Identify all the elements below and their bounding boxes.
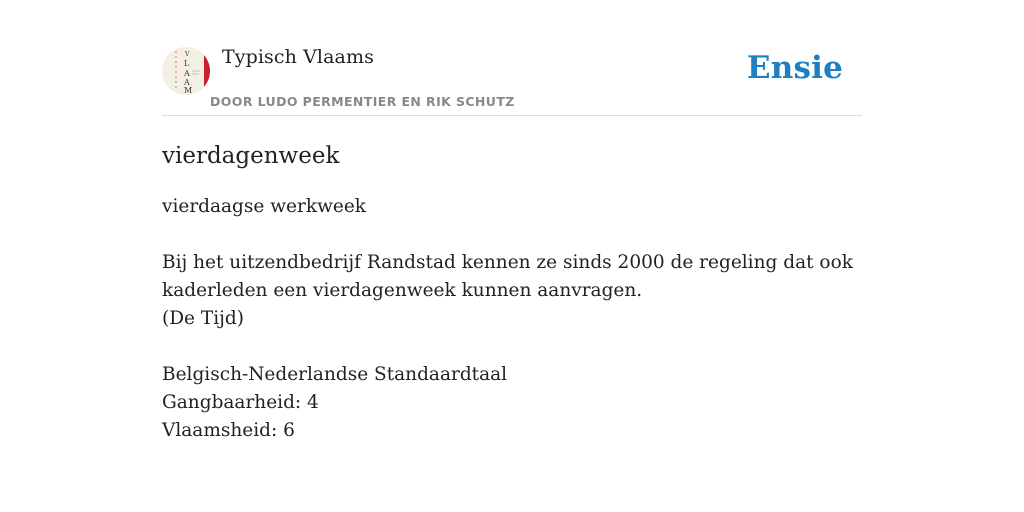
vlaamsheid-rating: Vlaamsheid: 6 [162,420,295,441]
svg-text:L: L [184,59,190,68]
spacer [162,333,862,361]
svg-text:A: A [184,69,190,78]
language-category: Belgisch-Nederlandse Standaardtaal [162,364,508,385]
ensie-logo[interactable]: Ensie [746,50,843,86]
spacer [162,221,862,249]
example-text-line-1: Bij het uitzendbedrijf Randstad kennen ze sinds 2000 de regeling dat ook [162,252,853,273]
svg-text:V: V [185,51,190,58]
definition: vierdaagse werkweek [162,196,367,217]
book-cover-avatar[interactable] [162,47,210,95]
entry-card [162,44,862,445]
example-source: (De Tijd) [162,308,244,329]
header [162,44,862,116]
entry-word: vierdagenweek [162,143,340,169]
author-byline: DOOR LUDO PERMENTIER EN RIK SCHUTZ [210,94,515,109]
svg-text:M: M [184,86,193,95]
book-cover-icon [162,47,210,95]
gangbaarheid-rating: Gangbaarheid: 4 [162,392,319,413]
example-text-line-2: kaderleden een vierdagenweek kunnen aanvragen. [162,280,643,301]
site-title[interactable]: Typisch Vlaams [222,46,374,68]
entry-content [162,193,862,445]
svg-text:A: A [184,78,190,87]
